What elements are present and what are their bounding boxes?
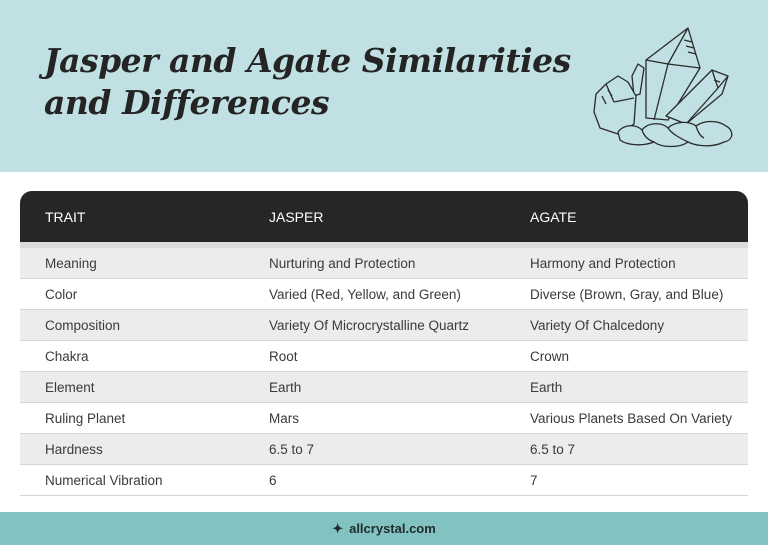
table-row — [20, 465, 748, 496]
trait-cell: Element — [45, 379, 95, 395]
table-row — [20, 372, 748, 403]
agate-cell: Harmony and Protection — [530, 255, 676, 271]
title-line-1: Jasper and Agate Similarities — [44, 41, 571, 80]
agate-cell: Variety Of Chalcedony — [530, 317, 665, 333]
footer-bar — [0, 512, 768, 545]
comparison-table — [20, 191, 748, 496]
table-header — [20, 191, 748, 242]
column-header-trait: TRAIT — [45, 208, 86, 225]
trait-cell: Numerical Vibration — [45, 472, 163, 488]
table-row — [20, 279, 748, 310]
trait-cell: Composition — [45, 317, 121, 333]
trait-cell: Color — [45, 286, 78, 302]
page-title — [44, 40, 571, 124]
jasper-cell: Root — [269, 348, 298, 364]
hero-banner — [0, 0, 768, 172]
table-row — [20, 434, 748, 465]
table-row — [20, 248, 748, 279]
trait-cell: Meaning — [45, 255, 97, 271]
agate-cell: Various Planets Based On Variety — [530, 410, 733, 426]
jasper-cell: Mars — [269, 410, 299, 426]
table-row — [20, 341, 748, 372]
agate-cell: Earth — [530, 379, 563, 395]
agate-cell: Crown — [530, 348, 570, 364]
crystal-cluster-icon — [588, 24, 744, 148]
table-row — [20, 403, 748, 434]
column-header-agate: AGATE — [530, 208, 577, 225]
jasper-cell: 6 — [269, 472, 277, 488]
site-link[interactable]: allcrystal.com — [349, 521, 436, 536]
trait-cell: Chakra — [45, 348, 89, 364]
jasper-cell: Nurturing and Protection — [269, 255, 416, 271]
column-header-jasper: JASPER — [269, 208, 324, 225]
title-line-2: and Differences — [44, 83, 330, 122]
agate-cell: Diverse (Brown, Gray, and Blue) — [530, 286, 724, 302]
table-row — [20, 310, 748, 341]
agate-cell: 6.5 to 7 — [530, 441, 576, 457]
jasper-cell: Varied (Red, Yellow, and Green) — [269, 286, 461, 302]
trait-cell: Ruling Planet — [45, 410, 126, 426]
sparkle-icon: ✦ — [332, 521, 344, 536]
jasper-cell: 6.5 to 7 — [269, 441, 315, 457]
jasper-cell: Earth — [269, 379, 302, 395]
trait-cell: Hardness — [45, 441, 103, 457]
jasper-cell: Variety Of Microcrystalline Quartz — [269, 317, 470, 333]
agate-cell: 7 — [530, 472, 538, 488]
